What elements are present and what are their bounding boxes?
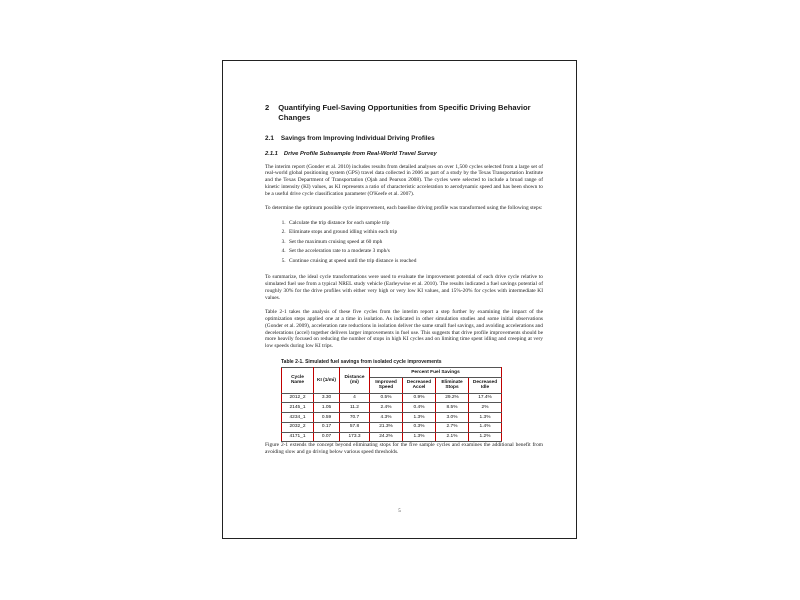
table-row — [282, 432, 502, 442]
table-cell: 1.3% — [403, 413, 436, 423]
table-cell: 24.2% — [370, 432, 403, 442]
subsection-title: Savings from Improving Individual Driving Profiles — [280, 134, 435, 142]
table-caption: Table 2-1. Simulated fuel savings from isolated cycle improvements — [281, 359, 442, 366]
subsubsection-heading — [265, 151, 543, 157]
sub-column-header: Decreased Idle — [469, 378, 502, 394]
paragraph: The interim report (Gonder et al. 2010) includes results from detailed analyses on over 1,500 cycles selected from a large set of real-world global positioning system (GPS) travel data collected in 2006 as part of a study by the Texas Transportation Institute and the Texas Department of Transportation (Ojah and Pearson 2008). The cycles were selected to include a broad range of kinetic intensity (KI) values, as KI represents a ratio of characteristic acceleration to aerodynamic speed and has been shown to be a useful drive cycle classification parameter (O'Keefe et al. 2007). — [265, 163, 543, 198]
subsubsection-title: Drive Profile Subsample from Real-World Travel Survey — [283, 150, 437, 157]
table-cell: 3.30 — [314, 393, 340, 403]
table-header — [282, 368, 502, 393]
paragraph: Table 2-1 takes the analysis of these five cycles from the interim report a step further by examining the impact of the optimization steps applied one at a time in isolation. As indicated in other simulation studies and some initial observations (Gonder et al. 2009), acceleration rate reductions in isolation deliver the same small fuel savings, and avoiding accelerations and decelerations (accel) together delivers larger improvements in fuel use. This suggests that drive profile improvements should be more heavily focused on reducing the number of stops in high KI cycles and on limiting time spent idling and creeping at very low speeds during low KI trips. — [265, 308, 543, 350]
table-cell: 4.3% — [370, 413, 403, 423]
list-item: 5. Continue cruising at speed until the trip distance is reached — [287, 257, 543, 266]
table-cell: 2145_1 — [282, 403, 314, 413]
table-cell: 2.7% — [436, 422, 469, 432]
table-cell: 0.3% — [403, 422, 436, 432]
sub-column-header: Improved Speed — [370, 378, 403, 394]
page-content — [265, 103, 543, 463]
column-header: Distance (mi) — [340, 368, 370, 393]
column-header: KI (1/mi) — [314, 368, 340, 393]
table-cell: 21.3% — [370, 422, 403, 432]
paragraph: To determine the optimum possible cycle improvement, each baseline driving profile was transformed using the following steps: — [265, 205, 543, 212]
table-body — [282, 393, 502, 442]
table-row — [282, 422, 502, 432]
table-cell: 4171_1 — [282, 432, 314, 442]
table-cell: 70.7 — [340, 413, 370, 423]
list-item: 2. Eliminate stops and ground idling within each trip — [287, 228, 543, 237]
table-cell: 29.2% — [436, 393, 469, 403]
transformation-steps-list — [265, 219, 543, 266]
table-cell: 173.3 — [340, 432, 370, 442]
table-row — [282, 403, 502, 413]
table-cell: 1.05 — [314, 403, 340, 413]
paragraph: To summarize, the ideal cycle transformations were used to evaluate the improvement potential of each drive cycle relative to simulated fuel use from a typical NREL study vehicle (Earleywine et al. 2010). The results indicated a fuel savings potential of roughly 30% for the drive profiles with either very high or very low KI values, and 15%-20% for cycles with intermediate KI values. — [265, 274, 543, 301]
page-number: 5 — [398, 509, 401, 514]
table-cell: 4234_1 — [282, 413, 314, 423]
table-cell: 2012_2 — [282, 393, 314, 403]
table-cell: 0.9% — [403, 393, 436, 403]
list-item: 3. Set the maximum cruising speed at 60 mph — [287, 238, 543, 247]
table-row — [282, 413, 502, 423]
list-item: 4. Set the acceleration rate to a moderate 3 mph/s — [287, 247, 543, 256]
table-cell: 0.4% — [403, 403, 436, 413]
table-cell: 0.17 — [314, 422, 340, 432]
table-cell: 3.0% — [436, 413, 469, 423]
section-heading — [265, 103, 543, 124]
table-cell: 8.5% — [436, 403, 469, 413]
fuel-savings-table — [281, 367, 502, 442]
table-cell: 4 — [340, 393, 370, 403]
table-cell: 2.1% — [436, 432, 469, 442]
subsection-heading — [265, 135, 543, 142]
table-cell: 2% — [469, 403, 502, 413]
table-cell: 1.4% — [469, 422, 502, 432]
subsubsection-number: 2.1.1 — [265, 150, 278, 157]
table-cell: 57.8 — [340, 422, 370, 432]
table-cell: 0.59 — [314, 413, 340, 423]
table-row — [282, 393, 502, 403]
list-item: 1. Calculate the trip distance for each sample trip — [287, 219, 543, 228]
sub-column-header: Decreased Accel — [403, 378, 436, 394]
section-number: 2 — [265, 103, 270, 112]
section-title: Quantifying Fuel-Saving Opportunities from Specific Driving Behavior Changes — [278, 103, 531, 123]
table-cell: 1.2% — [469, 432, 502, 442]
table-cell: 1.3% — [469, 413, 502, 423]
table-cell: 2032_2 — [282, 422, 314, 432]
sub-column-header: Eliminate Stops — [436, 378, 469, 394]
table-cell: 17.4% — [469, 393, 502, 403]
table-cell: 11.2 — [340, 403, 370, 413]
column-header: Cycle Name — [282, 368, 314, 393]
table-cell: 1.3% — [403, 432, 436, 442]
table-cell: 2.4% — [370, 403, 403, 413]
table-cell: 0.07 — [314, 432, 340, 442]
document-page — [222, 60, 577, 539]
closing-paragraph: Figure 2-1 extends the concept beyond eliminating stops for the five sample cycles and examines the additional benefit from avoiding slow and go driving below various speed thresholds. — [265, 442, 543, 456]
group-header: Percent Fuel Savings — [370, 368, 502, 378]
subsection-number: 2.1 — [265, 134, 274, 142]
table-cell: 0.5% — [370, 393, 403, 403]
